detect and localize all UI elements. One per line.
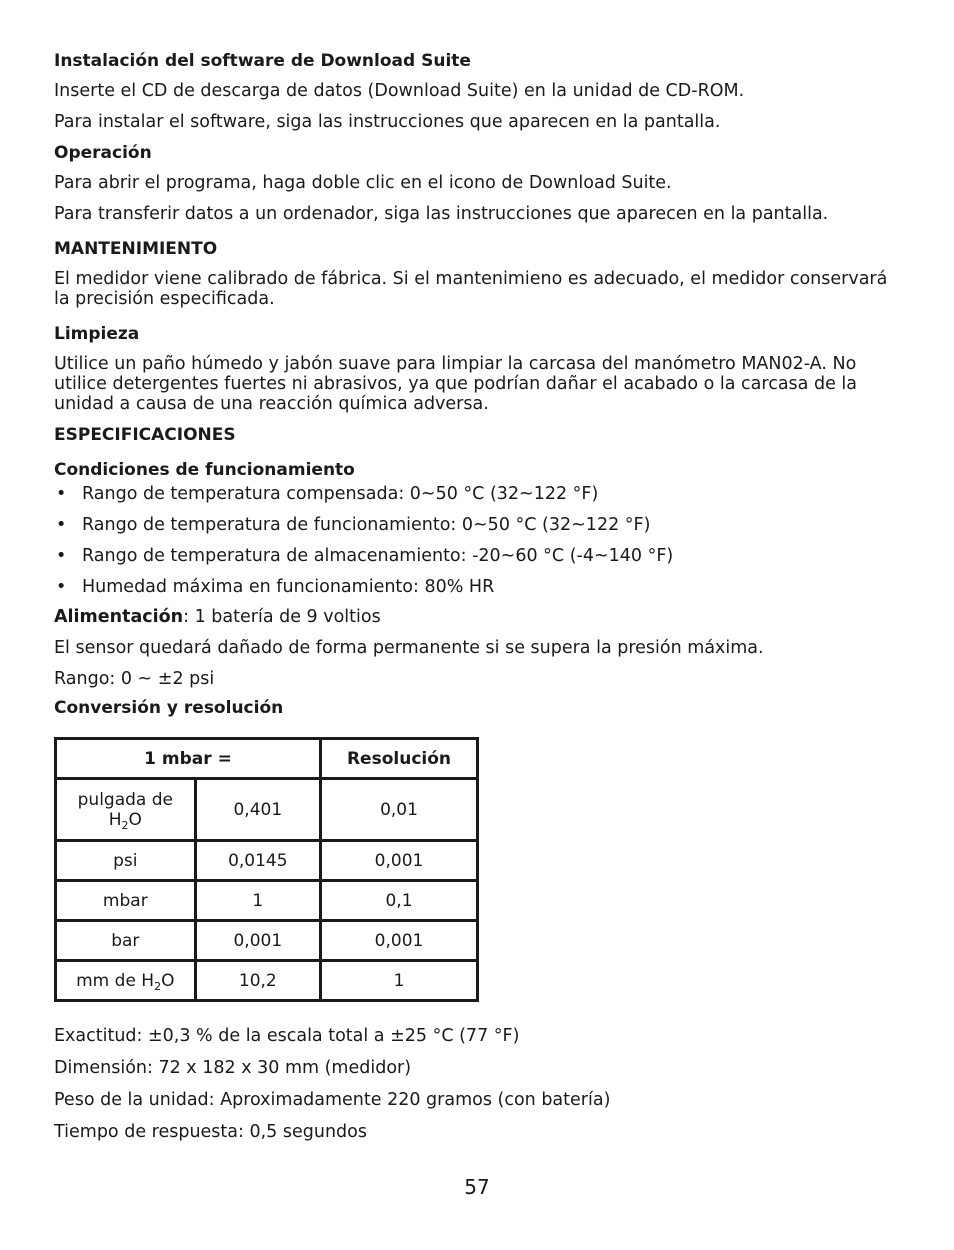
conditions-heading: Condiciones de funcionamiento <box>54 460 355 480</box>
manual-page <box>54 50 894 1142</box>
accuracy-line: Exactitud: ±0,3 % de la escala total a ±25 °C (77 °F) <box>54 1026 520 1046</box>
resolution-cell: 0,001 <box>321 921 478 961</box>
conditions-list <box>54 484 894 597</box>
bullet-icon: • <box>56 484 67 504</box>
unit-cell: mbar <box>56 881 196 921</box>
list-item: • Rango de temperatura de almacenamiento: -20~60 °C (-4~140 °F) <box>56 546 674 566</box>
dimension-line: Dimensión: 72 x 182 x 30 mm (medidor) <box>54 1058 412 1078</box>
value-cell: 0,0145 <box>195 841 320 881</box>
bullet-icon: • <box>56 515 67 535</box>
specs-heading: ESPECIFICACIONES <box>54 425 236 445</box>
list-item: • Rango de temperatura de funcionamiento: 0~50 °C (32~122 °F) <box>56 515 651 535</box>
range-line: Rango: 0 ~ ±2 psi <box>54 669 215 689</box>
table-row <box>56 921 478 961</box>
table-row <box>56 961 478 1001</box>
value-cell: 0,001 <box>195 921 320 961</box>
unit-cell: pulgada de $H_2O$ <box>56 779 196 841</box>
power-value: : 1 batería de 9 voltios <box>183 607 381 627</box>
table-row <box>56 841 478 881</box>
cleaning-heading: Limpieza <box>54 324 140 344</box>
bullet-icon: • <box>56 546 67 566</box>
table-row <box>56 779 478 841</box>
unit-cell: mm de $H_2O$ <box>56 961 196 1001</box>
resolution-cell: 1 <box>321 961 478 1001</box>
resolution-cell: 0,1 <box>321 881 478 921</box>
table-row <box>56 881 478 921</box>
unit-cell: bar <box>56 921 196 961</box>
install-paragraph-2: Para instalar el software, siga las instrucciones que aparecen en la pantalla. <box>54 112 721 132</box>
unit-cell: psi <box>56 841 196 881</box>
power-label: Alimentación <box>54 607 184 627</box>
page-number: 57 <box>464 1175 490 1199</box>
conversion-heading: Conversión y resolución <box>54 698 284 718</box>
sensor-warning: El sensor quedará dañado de forma permanente si se supera la presión máxima. <box>54 638 764 658</box>
resolution-cell: 0,01 <box>321 779 478 841</box>
install-paragraph-1: Inserte el CD de descarga de datos (Download Suite) en la unidad de CD-ROM. <box>54 81 745 101</box>
bullet-icon: • <box>56 577 67 597</box>
response-time-line: Tiempo de respuesta: 0,5 segundos <box>54 1122 367 1142</box>
power-line <box>54 607 894 627</box>
cleaning-paragraph: Utilice un paño húmedo y jabón suave para limpiar la carcasa del manómetro MAN02-A. No utilice detergentes fuertes ni abrasivos, ya que podrían dañar el acabado o la carcasa de la unidad a causa de una reacción química adversa. <box>54 354 857 414</box>
maintenance-heading: MANTENIMIENTO <box>54 239 218 259</box>
value-cell: 10,2 <box>195 961 320 1001</box>
table-header-row <box>56 739 478 779</box>
list-item: • Humedad máxima en funcionamiento: 80% HR <box>56 577 495 597</box>
table-header-resolution: Resolución <box>321 739 478 779</box>
list-item: • Rango de temperatura compensada: 0~50 °C (32~122 °F) <box>56 484 599 504</box>
conversion-table <box>54 737 479 1002</box>
operation-paragraph-2: Para transferir datos a un ordenador, siga las instrucciones que aparecen en la pantalla. <box>54 204 829 224</box>
install-heading: Instalación del software de Download Suite <box>54 51 471 71</box>
operation-heading: Operación <box>54 143 152 163</box>
value-cell: 1 <box>195 881 320 921</box>
resolution-cell: 0,001 <box>321 841 478 881</box>
value-cell: 0,401 <box>195 779 320 841</box>
table-header-conversion: 1 mbar = <box>56 739 321 779</box>
weight-line: Peso de la unidad: Aproximadamente 220 gramos (con batería) <box>54 1090 611 1110</box>
maintenance-paragraph: El medidor viene calibrado de fábrica. Si el mantenimieno es adecuado, el medidor conservará la precisión especificada. <box>54 269 888 309</box>
operation-paragraph-1: Para abrir el programa, haga doble clic en el icono de Download Suite. <box>54 173 672 193</box>
